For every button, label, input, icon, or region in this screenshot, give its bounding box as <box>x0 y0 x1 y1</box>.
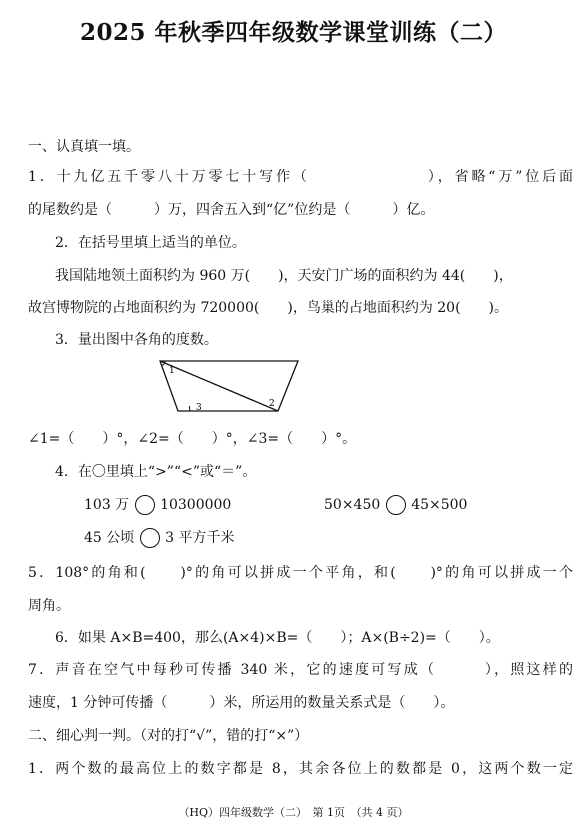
q1-line2: 的尾数约是（ ）万，四舍五入到“亿”位约是（ ）亿。 <box>28 202 435 218</box>
section2-heading: 二、细心判一判。（对的打“√”，错的打“×”） <box>28 728 309 744</box>
q6-line1: 6．如果 A×B=400，那么(A×4)×B=（ ）；A×(B÷2)=（ ）。 <box>55 630 500 646</box>
q4-item-1-circle[interactable] <box>135 495 155 515</box>
q2-line2: 我国陆地领土面积约为 960 万( )，天安门广场的面积约为 44( )， <box>55 268 513 284</box>
angle-3-label: 3 <box>196 403 202 413</box>
trapezoid-figure <box>150 356 310 418</box>
q7-line1: 7．声音在空气中每秒可传播 340 米，它的速度可写成（ ），照这样的 <box>28 662 573 678</box>
q4-item-3-circle[interactable] <box>140 528 160 548</box>
q2-line1: 2．在括号里填上适当的单位。 <box>55 235 246 251</box>
angle-1-label: 1 <box>169 366 175 376</box>
q5-line2: 周角。 <box>28 598 70 614</box>
trapezoid-outline <box>160 361 298 411</box>
page-title: 2025 年秋季四年级数学课堂训练（二） <box>79 19 508 46</box>
q2-line3: 故宫博物院的占地面积约为 720000( )，鸟巢的占地面积约为 20( )。 <box>28 300 509 316</box>
q1-line1: 1．十九亿五千零八十万零七十写作（ ），省略“万”位后面 <box>28 169 573 185</box>
q4-item-3 <box>84 528 235 548</box>
q4-item-1-left: 103 万 <box>84 497 130 513</box>
q4-line1: 4．在〇里填上“>”“<”或“＝”。 <box>55 464 257 480</box>
trapezoid-diagonal <box>160 361 278 411</box>
q5-line1: 5．108°的角和( )°的角可以拼成一个平角，和( )°的角可以拼成一个 <box>28 565 573 581</box>
angle-2-label: 2 <box>269 399 275 409</box>
angle-3-arc <box>189 406 190 411</box>
q3-answer-line: ∠1=（ ）°，∠2=（ ）°，∠3=（ ）°。 <box>28 431 357 447</box>
q4-item-3-right: 3 平方千米 <box>165 530 235 546</box>
page-footer: （HQ）四年级数学（二） 第 1页 （共 4 页） <box>178 806 409 819</box>
q4-item-2 <box>324 495 467 515</box>
q4-item-2-right: 45×500 <box>411 497 468 513</box>
section2-q1-line1: 1．两个数的最高位上的数字都是 8，其余各位上的数都是 0，这两个数一定 <box>28 761 573 777</box>
section1-heading: 一、认真填一填。 <box>28 139 140 155</box>
q3-line1: 3．量出图中各角的度数。 <box>55 332 218 348</box>
q4-item-1 <box>84 495 231 515</box>
q4-item-2-left: 50×450 <box>324 497 381 513</box>
q4-item-2-circle[interactable] <box>386 495 406 515</box>
q4-item-3-left: 45 公顷 <box>84 530 135 546</box>
q7-line2: 速度，1 分钟可传播（ ）米，所运用的数量关系式是（ ）。 <box>28 695 455 711</box>
q4-item-1-right: 10300000 <box>160 497 232 513</box>
